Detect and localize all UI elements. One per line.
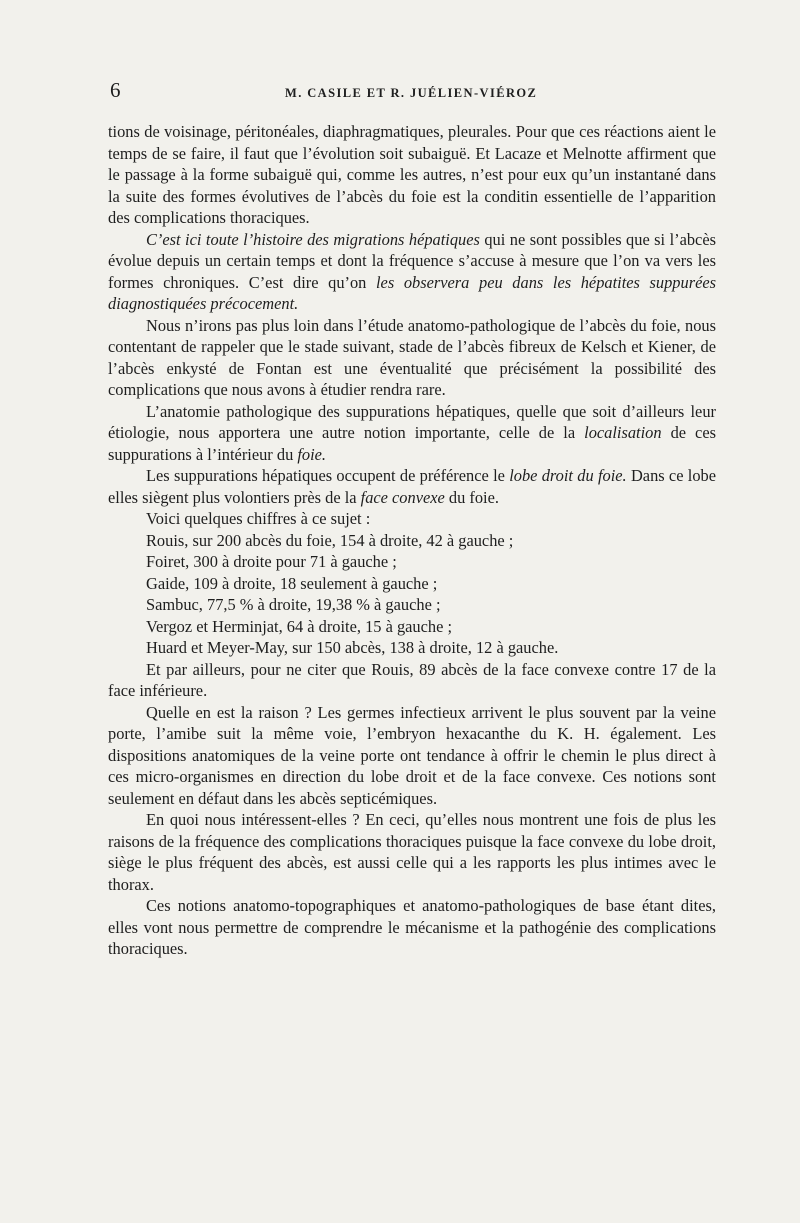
paragraph-2	[108, 229, 716, 315]
page-number: 6	[110, 78, 121, 102]
list-item: Gaide, 109 à droite, 18 seulement à gauche ;	[146, 573, 438, 593]
paragraph-2-italic: C’est ici toute l’histoire des migrations hépatiques	[146, 229, 480, 249]
list-item: Huard et Meyer-May, sur 150 abcès, 138 à droite, 12 à gauche.	[146, 638, 559, 657]
paragraph-5-text: Les suppurations hépatiques occupent de préférence le	[146, 466, 510, 485]
paragraph-5-text-mid: Dans ce lobe elles siègent plus volontiers près de la	[108, 466, 716, 507]
page-header	[110, 78, 730, 104]
paragraph-1: tions de voisinage, péritonéales, diaphragmatiques, pleurales. Pour que ces réactions aient le temps de se faire, il faut que l’évolution soit subaiguë. Et Lacaze et Melnotte affirment que le passage à la forme subaiguë qui, comme les autres, n’est pour eux qu’un instantané dans la suite des formes évolutives de l’abcès du foie est la conditin essentielle de l’apparition des complications thoraciques.	[108, 122, 716, 227]
paragraph-4-text: L’anatomie pathologique des suppurations hépatiques, quelle que soit d’ailleurs leur étiologie, nous apportera une autre notion importante, celle de la	[108, 401, 716, 442]
paragraph-6: Voici quelques chiffres à ce sujet :	[146, 509, 371, 528]
paragraph-5	[108, 465, 716, 508]
paragraph-9: En quoi nous intéressent-elles ? En ceci, qu’elles nous montrent une fois de plus les raisons de la fréquence des complications thoraciques puisque la face convexe du lobe droit, siège le plus fréquent des abcès, est aussi celle qui a les rapports les plus intimes avec le thorax.	[108, 810, 716, 894]
list-item: Foiret, 300 à droite pour 71 à gauche ;	[146, 552, 397, 571]
paragraph-4	[108, 401, 716, 466]
paragraph-10: Ces notions anatomo-topographiques et anatomo-pathologiques de base étant dites, elles vont nous permettre de comprendre le mécanisme et la pathogénie des complications thoraciques.	[108, 896, 716, 958]
paragraph-4-italic: localisation	[584, 423, 662, 442]
body-text	[108, 121, 716, 960]
list-item: Vergoz et Herminjat, 64 à droite, 15 à gauche ;	[146, 616, 453, 636]
paragraph-5-italic: lobe droit du foie.	[509, 466, 627, 485]
paragraph-3: Nous n’irons pas plus loin dans l’étude anatomo-pathologique de l’abcès du foie, nous contentant de rappeler que le stade suivant, stade de l’abcès fibreux de Kelsch et Kiener, de l’abcès enkysté de Fontan est une éventualité que précisément la possibilité des complications que nous avons à étudier rendra rare.	[108, 315, 716, 399]
paragraph-7: Et par ailleurs, pour ne citer que Rouis, 89 abcès de la face convexe contre 17 de la face inférieure.	[108, 659, 716, 700]
paragraph-5-italic-end: face convexe	[360, 487, 445, 507]
paragraph-2-text: qui ne sont possibles que si l’abcès évolue depuis un certain temps et dont la fréquence s’accuse à mesure que l’on va vers les formes chroniques. C’est dire qu’on	[108, 229, 716, 292]
list-item: Rouis, sur 200 abcès du foie, 154 à droite, 42 à gauche ;	[146, 530, 514, 550]
paragraph-5-text-end: du foie.	[444, 487, 499, 507]
paragraph-4-italic-end: foie.	[297, 444, 327, 464]
running-title: M. CASILE ET R. JUÉLIEN-VIÉROZ	[285, 86, 538, 100]
paragraph-8: Quelle en est la raison ? Les germes infectieux arrivent le plus souvent par la veine porte, l’amibe suit la même voie, l’embryon hexacanthe du K. H. également. Les dispositions anatomiques de la veine porte ont tendance à offrir le chemin le plus direct à ces micro-organismes en direction du lobe droit et de la face convexe. Ces notions sont seulement en défaut dans les abcès septicémiques.	[108, 702, 716, 808]
paragraph-4-text-mid: de ces suppurations à l’intérieur du	[108, 423, 716, 464]
paragraph-2-italic-end: les observera peu dans les hépatites suppurées diagnostiquées précocement.	[108, 272, 716, 313]
list-item: Sambuc, 77,5 % à droite, 19,38 % à gauche ;	[146, 595, 441, 614]
